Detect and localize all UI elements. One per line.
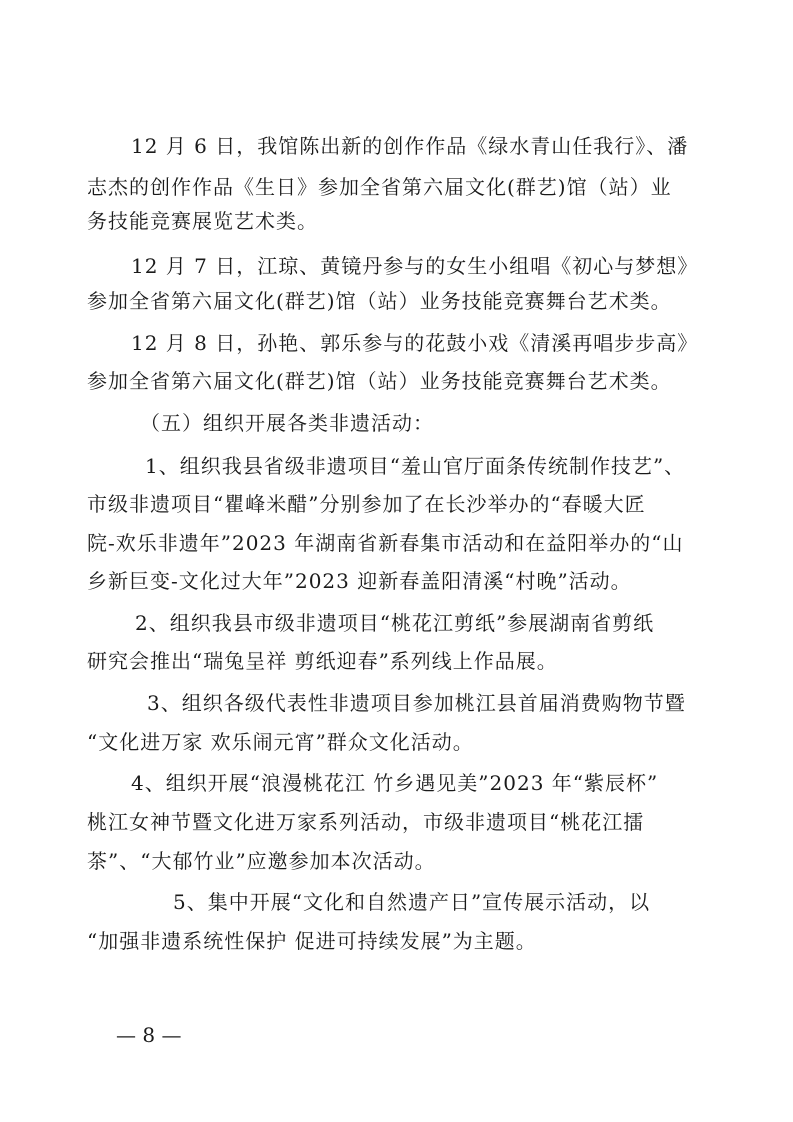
- paragraph-line: 志杰的创作作品《生日》参加全省第六届文化(群艺)馆（站）业: [87, 175, 672, 199]
- paragraph-line: 参加全省第六届文化(群艺)馆（站）业务技能竞赛舞台艺术类。: [87, 289, 672, 313]
- paragraph-line: 茶”、“大郁竹业”应邀参加本次活动。: [87, 849, 436, 873]
- paragraph-line: 4、组织开展“浪漫桃花江 竹乡遇见美”2023 年“紫辰杯”: [131, 771, 659, 795]
- paragraph-line: 桃江女神节暨文化进万家系列活动，市级非遗项目“桃花江擂: [87, 810, 645, 834]
- paragraph-line: 研究会推出“瑞兔呈祥 剪纸迎春”系列线上作品展。: [87, 649, 558, 673]
- page-number: — 8 —: [116, 1023, 182, 1047]
- section-heading: （五）组织开展各类非遗活动：: [140, 411, 434, 435]
- paragraph-line: “文化进万家 欢乐闹元宵”群众文化活动。: [87, 730, 474, 754]
- paragraph-line: 乡新巨变-文化过大年”2023 迎新春盖阳清溪“村晚”活动。: [87, 569, 632, 593]
- paragraph-line: 务技能竞赛展览艺术类。: [87, 209, 318, 233]
- paragraph-line: 参加全省第六届文化(群艺)馆（站）业务技能竞赛舞台艺术类。: [87, 369, 672, 393]
- paragraph-line: 12 月 7 日，江琼、黄镜丹参与的女生小组唱《初心与梦想》: [131, 254, 699, 278]
- paragraph-line: 3、组织各级代表性非遗项目参加桃江县首届消费购物节暨: [147, 691, 686, 715]
- paragraph-line: 2、组织我县市级非遗项目“桃花江剪纸”参展湖南省剪纸: [135, 611, 655, 635]
- paragraph-line: 5、集中开展“文化和自然遗产日”宣传展示活动，以: [173, 890, 651, 914]
- paragraph-line: 市级非遗项目“瞿峰米醋”分别参加了在长沙举办的“春暖大匠: [87, 492, 646, 516]
- paragraph-line: 12 月 6 日，我馆陈出新的创作作品《绿水青山任我行》、潘: [131, 134, 689, 158]
- paragraph-line: 院-欢乐非遗年”2023 年湖南省新春集市活动和在益阳举办的“山: [87, 531, 684, 555]
- paragraph-line: 1、组织我县省级非遗项目“羞山官厅面条传统制作技艺”、: [145, 454, 686, 478]
- paragraph-line: 12 月 8 日，孙艳、郭乐参与的花鼓小戏《清溪再唱步步高》: [131, 331, 699, 355]
- paragraph-line: “加强非遗系统性保护 促进可持续发展”为主题。: [87, 929, 537, 953]
